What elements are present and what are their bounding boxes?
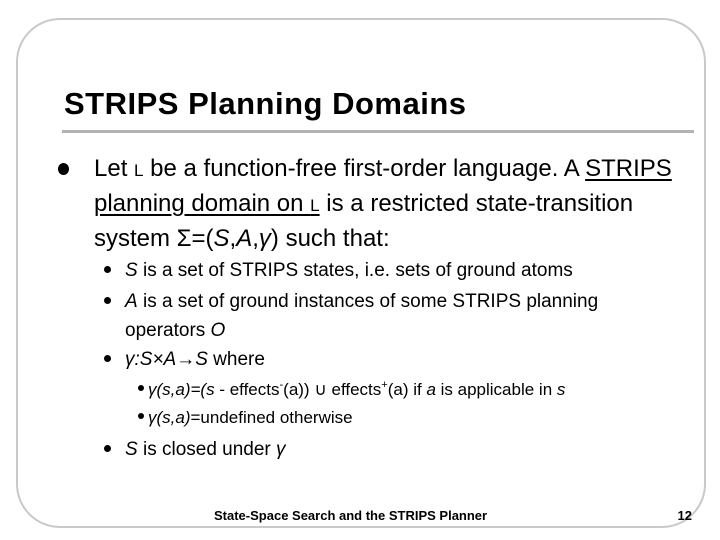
- page-number: 12: [677, 508, 692, 523]
- bullet-marker: [138, 413, 144, 419]
- bullet-marker: [104, 266, 111, 273]
- footer-text: State-Space Search and the STRIPS Planner: [214, 508, 488, 523]
- bullet-marker: [104, 355, 111, 362]
- sub-sub-bullet-applicable: γ(s,a)=(s - effects-(a)) ∪ effects+(a) if a is applicable in s: [138, 377, 678, 403]
- bullet-marker: [104, 297, 111, 304]
- sub-sub-bullet-undefined: γ(s,a)=undefined otherwise: [138, 405, 678, 431]
- sub-bullet-states: S is a set of STRIPS states, i.e. sets of ground atoms: [104, 256, 664, 285]
- bullet-marker: [138, 385, 144, 391]
- sub-bullet-actions: A is a set of ground instances of some STRIPS planning operators O: [104, 287, 664, 345]
- bullet-marker: [58, 163, 69, 175]
- title-underline: [62, 130, 694, 133]
- main-bullet: [58, 152, 678, 255]
- sub-bullet-transition: γ:S×A→S where: [104, 345, 664, 374]
- sub-bullet-closed: S is closed under γ: [104, 435, 664, 464]
- language-symbol: L: [134, 161, 144, 180]
- bullet-marker: [104, 445, 111, 452]
- main-bullet-text: Let L be a function-free first-order language. A STRIPS planning domain on L is a restricted state-transition system Σ=(S,A,γ) such that:: [94, 155, 672, 252]
- slide-title: STRIPS Planning Domains: [64, 86, 467, 121]
